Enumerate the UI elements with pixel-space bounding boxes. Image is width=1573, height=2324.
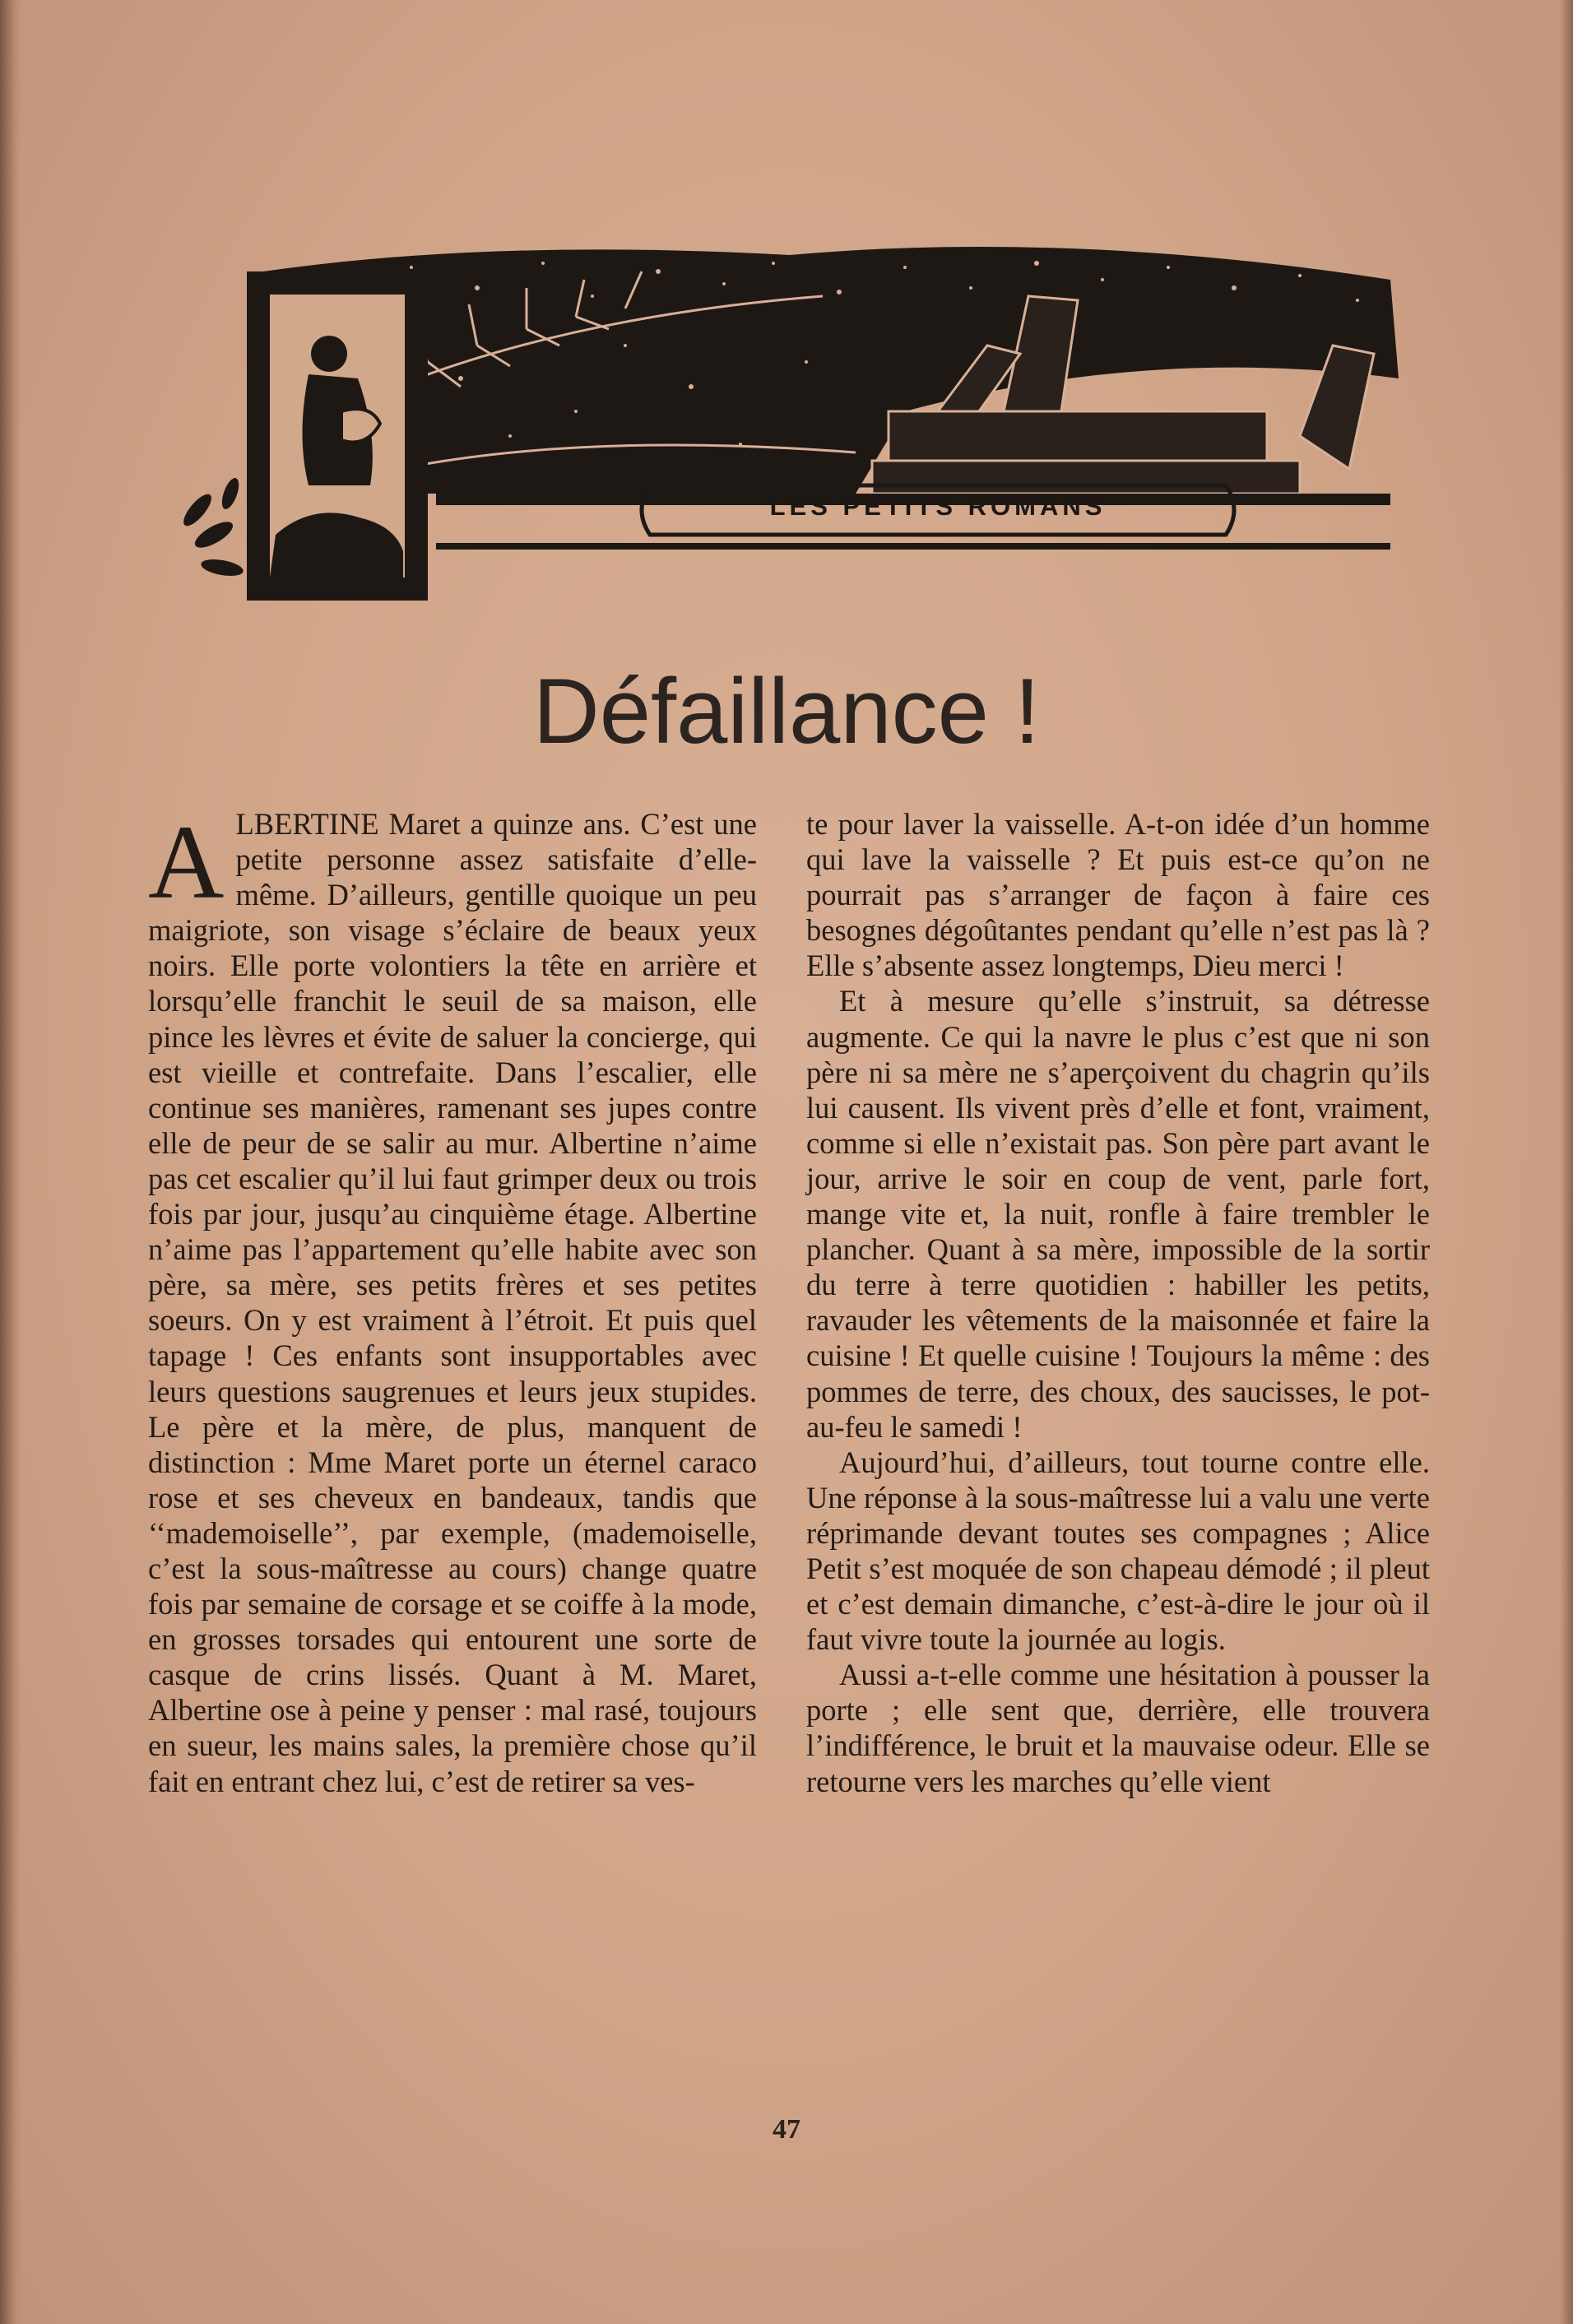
left-column — [148, 806, 757, 1799]
paragraph: te pour laver la vaisselle. A-t-on idée d’un homme qui lave la vaisselle ? Et puis est-ce qu’on ne pourrait pas s’arranger de façon à faire ces besognes dégoûtantes pendant qu’elle n’est pas là ? Elle s’absente assez longtemps, Dieu merci ! — [806, 807, 1430, 983]
paragraph: LBERTINE Maret a quinze ans. C’est une petite personne assez satisfaite d’elle-même. D’ailleurs, gentille quoique un peu maigriote, son visage s’éclaire de beaux yeux noirs. Elle porte volontiers la tête en arrière et lorsqu’elle franchit le seuil de sa maison, elle pince les lèvres et évite de saluer la concierge, qui est vieille et contrefaite. Dans l’escalier, elle continue ses manières, ramenant ses jupes contre elle de peur de se salir au mur. Albertine n’aime pas cet escalier qu’il lui faut grimper deux ou trois fois par jour, jusqu’au cinquième étage. Albertine n’aime pas l’appartement qu’elle habite avec son père, sa mère, ses petits frères et ses petites soeurs. On y est vraiment à l’étroit. Et puis quel tapage ! Ces enfants sont insupportables avec leurs questions saugrenues et leurs jeux stupides. Le père et la mère, de plus, manquent de distinction : Mme Maret porte un éternel caraco rose et ses cheveux en bandeaux, tandis que ‘‘mademoiselle’’, par exemple, (mademoiselle, c’est la sous-maîtresse au cours) change quatre fois par semaine de corsage et se coiffe à la mode, en grosses torsades qui entourent une sorte de casque de crins lissés. Quant à M. Maret, Albertine ose à peine y penser : mal rasé, toujours en sueur, les mains sales, la première chose qu’il fait en entrant chez lui, c’est de retirer sa ves- — [148, 807, 757, 1798]
paragraph: Aussi a-t-elle comme une hésitation à pousser la porte ; elle sent que, derrière, elle trouvera l’indifférence, le bruit et la mauvaise odeur. Elle se retourne vers les marches qu’elle vient — [806, 1658, 1430, 1798]
right-column — [806, 806, 1430, 1799]
drop-cap: A — [148, 804, 225, 921]
header-illustration — [165, 222, 1415, 609]
page-edge-right — [1560, 0, 1573, 2324]
paragraph: Aujourd’hui, d’ailleurs, tout tourne contre elle. Une réponse à la sous-maîtresse lui a valu une verte réprimande devant toutes ses compagnes ; Alice Petit s’est moquée de son chapeau démodé ; il pleut et c’est demain dimanche, c’est-à-dire le jour où il faut vivre toute la journée au logis. — [806, 1445, 1430, 1657]
article-title: Défaillance ! — [532, 660, 1041, 763]
series-label: LES PETITS ROMANS — [769, 492, 1107, 521]
page-edge-left — [0, 0, 21, 2324]
paragraph: Et à mesure qu’elle s’instruit, sa détresse augmente. Ce qui la navre le plus c’est que ni son père ni sa mère ne s’aperçoivent du chagrin qu’ils lui causent. Ils vivent près d’elle et font, vraiment, comme si elle n’existait pas. Son père part avant le jour, arrive le soir en coup de vent, parle fort, mange vite et, la nuit, ronfle à faire trembler le plancher. Quant à sa mère, impossible de la sortir du terre à terre quotidien : habiller les petits, ravauder les vêtements de la maisonnée et faire la cuisine ! Et quelle cuisine ! Toujours la même : des pommes de terre, des choux, des saucisses, le pot-au-feu le samedi ! — [806, 984, 1430, 1444]
page-number: 47 — [773, 2114, 800, 2145]
